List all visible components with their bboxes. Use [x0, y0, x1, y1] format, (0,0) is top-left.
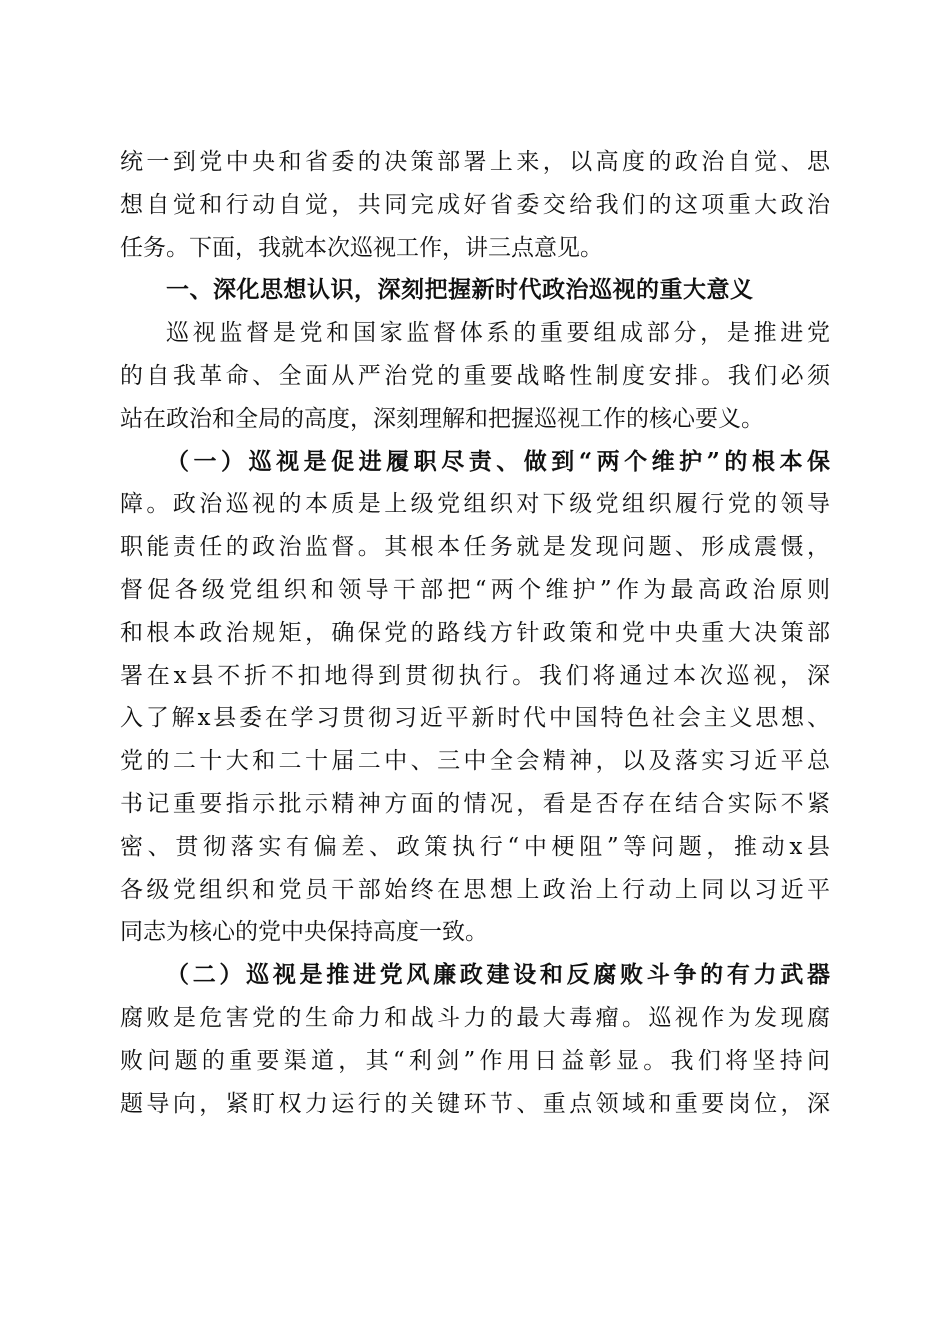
text-line: 站在政治和全局的高度，深刻理解和把握巡视工作的核心要义。	[120, 405, 764, 432]
subsection-heading: （二）巡视是推进党风廉政建设和反腐败斗争的有力武器	[166, 961, 830, 989]
document-body	[120, 141, 830, 1125]
text-line: 败问题的重要渠道，其“利剑”作用日益彰显。我们将坚持问	[120, 1047, 830, 1074]
text-line: 的自我革命、全面从严治党的重要战略性制度安排。我们必须	[120, 362, 830, 389]
text-line: 督促各级党组织和领导干部把“两个维护”作为最高政治原则	[120, 576, 830, 603]
text-line: 统一到党中央和省委的决策部署上来，以高度的政治自觉、思	[120, 149, 830, 175]
text-line: 入了解x县委在学习贯彻习近平新时代中国特色社会主义思想、	[120, 705, 830, 732]
text-line: 障。政治巡视的本质是上级党组织对下级党组织履行党的领导	[120, 491, 830, 518]
section-heading: 一、深化思想认识，深刻把握新时代政治巡视的重大意义	[166, 277, 754, 304]
text-line: 巡视监督是党和国家监督体系的重要组成部分，是推进党	[166, 320, 830, 347]
text-line: 密、贯彻落实有偏差、政策执行“中梗阻”等问题，推动x县	[120, 833, 830, 860]
text-line: 书记重要指示批示精神方面的情况，看是否存在结合实际不紧	[120, 790, 830, 817]
text-line: 党的二十大和二十届二中、三中全会精神，以及落实习近平总	[120, 748, 830, 775]
text-line: 各级党组织和党员干部始终在思想上政治上行动上同以习近平	[120, 876, 830, 903]
text-line: 任务。下面，我就本次巡视工作，讲三点意见。	[120, 234, 603, 261]
subsection-heading: （一）巡视是促进履职尽责、做到“两个维护”的根本保	[166, 447, 830, 475]
text-line: 题导向，紧盯权力运行的关键环节、重点领域和重要岗位，深	[120, 1090, 830, 1117]
text-line: 和根本政治规矩，确保党的路线方针政策和党中央重大决策部	[120, 619, 830, 646]
text-line: 腐败是危害党的生命力和战斗力的最大毒瘤。巡视作为发现腐	[120, 1004, 830, 1031]
text-line: 想自觉和行动自觉，共同完成好省委交给我们的这项重大政治	[120, 191, 830, 218]
text-line: 职能责任的政治监督。其根本任务就是发现问题、形成震慑，	[120, 534, 830, 561]
text-line: 同志为核心的党中央保持高度一致。	[120, 919, 488, 946]
text-line: 署在x县不折不扣地得到贯彻执行。我们将通过本次巡视，深	[120, 662, 830, 689]
